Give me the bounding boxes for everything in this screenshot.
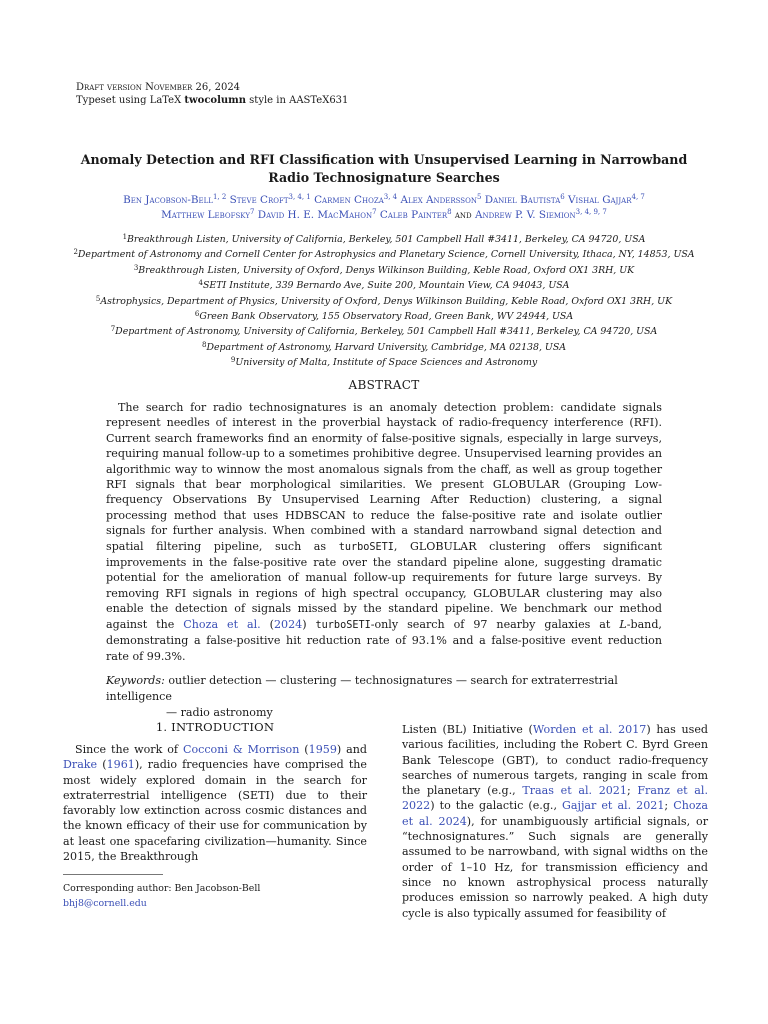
affiliation-line [40,247,728,262]
affiliation-line [40,232,728,247]
author-name[interactable]: Ben Jacobson-Bell [123,194,213,206]
author-affiliation-marker: 5 [476,193,482,201]
author-separator: and [451,209,475,221]
citation-link[interactable]: Drake [63,758,98,772]
draft-version-line: Draft version November 26, 2024 [76,82,241,93]
code-turboseti: turboSETI [338,541,394,553]
author-name[interactable]: Vishal Gajjar [568,194,632,206]
affiliation-line [40,309,728,324]
affiliation-line [40,294,728,309]
affiliation-text: Department of Astronomy, Harvard University, Cambridge, MA 02138, USA [206,341,567,353]
affiliation-text: University of Malta, Institute of Space Sciences and Astronomy [235,357,538,369]
affiliation-number: 7 [110,325,116,334]
affiliation-number: 6 [194,310,200,319]
author-affiliation-marker: 3, 4, 9, 7 [575,208,607,216]
citation-link[interactable]: Cocconi & Morrison [182,743,300,756]
abstract-body: The search for radio technosignatures is an anomaly detection problem: candidate signals represent needles of interest in the proverbial haystack of radio-frequency interference (RFI). Current search frameworks find an enormity of false-positive signals, especially in large surveys, requiring manual follow-up to a sometimes prohibitive degree. Unsupervised learning provides an algorithmic way to winnow the most anomalous signals from the chaff, as well as group together RFI signals that bear morphological similarities. We present GLOBULAR (Grouping Low-frequency Observations By Unsupervised Learning After Reduction) clustering, a signal processing method that uses HDBSCAN to reduce the false-positive rate and isolate outlier signals for further analysis. When combined with a standard narrowband signal detection and spatial filtering pipeline, such as turboSETI, GLOBULAR clustering offers significant improvements in the false-positive rate over the standard pipeline alone, suggesting dramatic potential for the amelioration of manual follow-up requirements for future large surveys. By removing RFI signals in regions of high spectral occupancy, GLOBULAR clustering may also enable the detection of signals missed by the standard pipeline. We benchmark our method against the Choza et al. (2024) turboSETI-only search of 97 nearby galaxies at L-band, demonstrating a false-positive hit reduction rate of 93.1% and a false-positive event reduction rate of 99.3%. [106,401,662,663]
affiliation-text: SETI Institute, 339 Bernardo Ave, Suite 200, Mountain View, CA 94043, USA [203,280,570,292]
code-turboseti: turboSETI [315,619,371,631]
author-name[interactable]: Daniel Bautista [484,194,561,206]
author-list [50,193,718,223]
keywords: Keywords: outlier detection — clustering — technosignatures — search for extraterrestrial intelligence — radio astronomy [106,674,618,719]
citation-year-link[interactable]: 2024 [274,617,303,631]
affiliation-number: 9 [230,356,236,365]
affiliation-text: Department of Astronomy, University of California, Berkeley, 501 Campbell Hall #3411, Berkeley, CA 94720, USA [115,326,658,338]
affiliation-line [40,278,728,293]
affiliation-number: 2 [73,248,78,257]
typeset-line: Typeset using LaTeX twocolumn style in AASTeX631 [76,95,349,106]
draft-header [76,81,348,107]
citation-link[interactable]: Traas et al. 2021 [522,784,627,798]
citation-link[interactable]: Choza et al. 2024 [402,799,708,828]
affiliation-list [40,232,728,371]
affiliation-text: Breakthrough Listen, University of California, Berkeley, 501 Campbell Hall #3411, Berkeley, CA 94720, USA [127,234,646,245]
introduction-column-left: Since the work of Cocconi & Morrison (1959) and Drake (1961), radio frequencies have comprised the most widely explored domain in the search for extraterrestrial intelligence (SETI) due to their favorably low extinction across cosmic distances and the known efficacy of their use for communication by at least one spacefaring civilization—humanity. Since 2015, the Breakthrough [63,743,367,864]
author-affiliation-marker: 8 [447,208,452,216]
author-name[interactable]: Matthew Lebofsky [161,209,250,221]
affiliation-text: Green Bank Observatory, 155 Observatory Road, Green Bank, WV 24944, USA [199,311,574,323]
affiliation-number: 1 [122,233,128,241]
citation-link[interactable]: Worden et al. 2017 [532,723,647,736]
affiliation-number: 3 [133,263,139,272]
author-affiliation-marker: 4, 7 [631,193,645,201]
author-name[interactable]: Caleb Painter [379,209,448,221]
affiliation-number: 8 [201,340,207,349]
author-name[interactable]: Alex Andersson [400,194,477,206]
citation-link[interactable]: Gajjar et al. 2021 [562,799,665,813]
author-email-link[interactable]: bhj8@cornell.edu [63,898,147,909]
introduction-column-right: Listen (BL) Initiative (Worden et al. 2017) has used various facilities, including the Robert C. Byrd Green Bank Telescope (GBT), to conduct radio-frequency searches of numerous targets, ranging in scale from the planetary (e.g., Traas et al. 2021; Franz et al. 2022) to the galactic (e.g., Gajjar et al. 2021; Choza et al. 2024), for unambiguously artificial signals, or “technosignatures.” Such signals are generally assumed to be narrowband, with signal widths on the order of 1–10 Hz, for transmission efficiency and since no known astrophysical process naturally produces emission so narrowly peaked. A high duty cycle is also typically assumed for feasibility of [402,723,708,920]
author-affiliation-marker: 3, 4 [383,193,398,201]
affiliation-line [40,355,728,370]
author-name[interactable]: David H. E. MacMahon [257,209,373,221]
author-affiliation-marker: 7 [372,208,377,216]
keywords-label: Keywords: [106,674,165,687]
affiliation-line [40,263,728,278]
corresponding-author: Corresponding author: Ben Jacobson-Bell [63,883,261,894]
author-name[interactable]: Andrew P. V. Siemion [474,209,576,221]
affiliation-text: Astrophysics, Department of Physics, University of Oxford, Denys Wilkinson Building, Keble Road, Oxford OX1 3RH, UK [100,295,673,307]
author-affiliation-marker: 1, 2 [212,193,227,201]
author-affiliation-marker: 3, 4, 1 [288,193,311,201]
citation-year-link[interactable]: 1961 [106,758,135,772]
abstract-heading: ABSTRACT [348,378,420,392]
affiliation-number: 4 [198,279,203,288]
affiliation-line [40,324,728,339]
author-affiliation-marker: 7 [249,208,255,216]
footnote-rule [63,874,163,875]
affiliation-text: Breakthrough Listen, University of Oxford, Denys Wilkinson Building, Keble Road, Oxford OX1 3RH, UK [138,264,635,276]
author-name[interactable]: Carmen Choza [314,194,384,206]
citation-year-link[interactable]: 1959 [308,743,337,756]
author-name[interactable]: Steve Croft [229,194,289,206]
author-affiliation-marker: 6 [560,193,565,201]
paper-title: Anomaly Detection and RFI Classification with Unsupervised Learning in Narrowband Radio Technosignature Searches [80,152,688,185]
corresponding-author-footnote [63,881,260,911]
affiliation-line [40,340,728,355]
affiliation-number: 5 [95,294,101,303]
section-heading-introduction: 1. INTRODUCTION [155,720,275,734]
latex-logo: LaTeX [149,95,182,106]
affiliation-text: Department of Astronomy and Cornell Center for Astrophysics and Planetary Science, Cornell University, Ithaca, NY, 14853, USA [77,249,695,261]
citation-link[interactable]: Franz et al. 2022 [402,784,708,813]
citation-link[interactable]: Choza et al. [183,617,261,631]
